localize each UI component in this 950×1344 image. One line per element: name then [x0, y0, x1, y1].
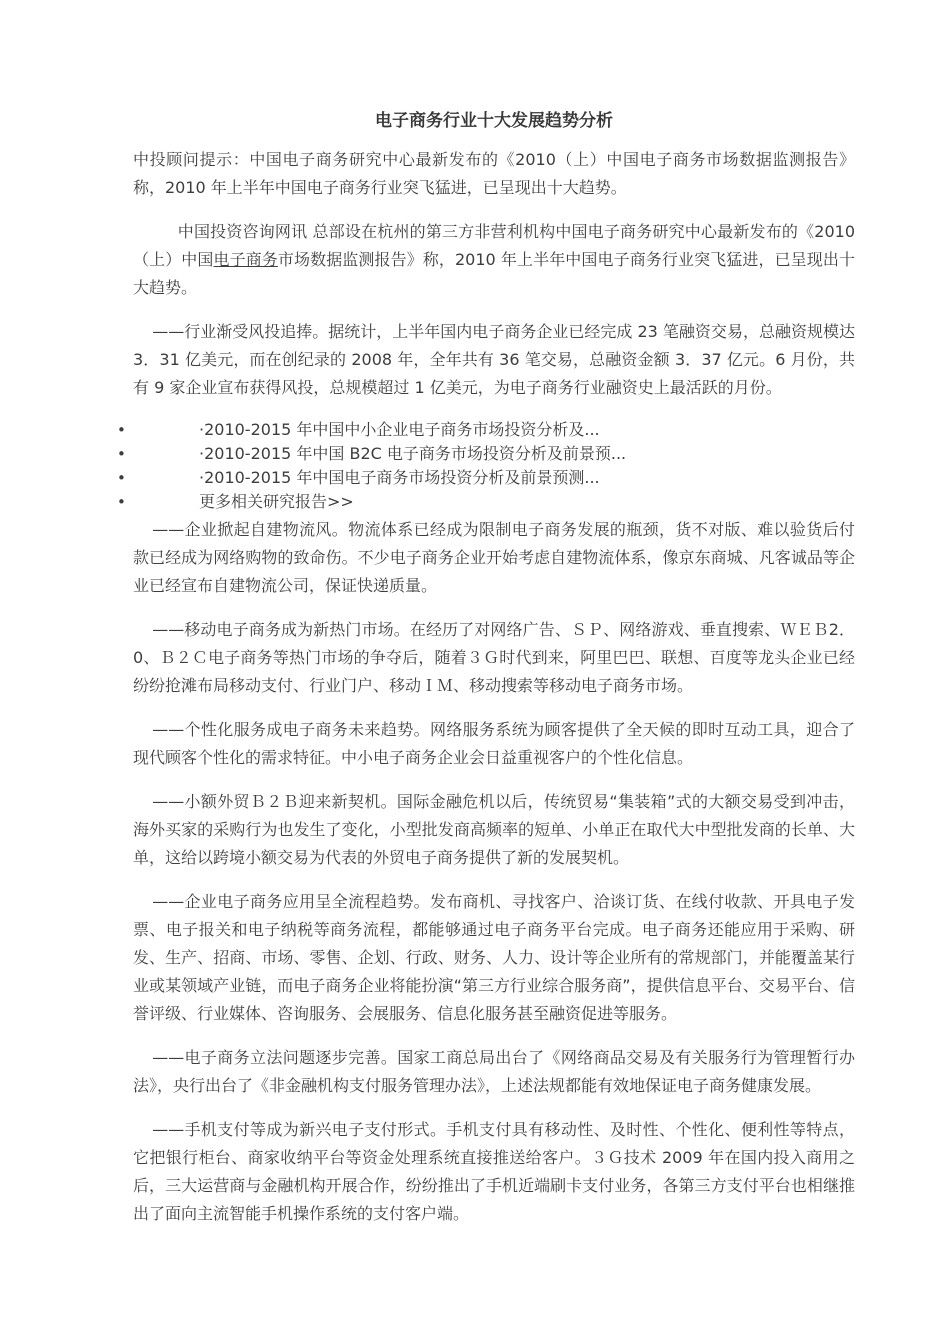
trend-paragraph-legislation: ——电子商务立法问题逐步完善。国家工商总局出台了《网络商品交易及有关服务行为管理暂行办法》，央行出台了《非金融机构支付服务管理办法》，上述法规都能有效地保证电子商务健康发展。 [133, 1048, 855, 1095]
more-reports-item[interactable] [133, 490, 855, 514]
ecommerce-inline-link[interactable]: 电子商务 [213, 250, 278, 269]
report-link-sme-ecommerce[interactable]: ·2010-2015 年中国中小企业电子商务市场投资分析及... [199, 420, 600, 439]
trend-paragraph-full-process-application: ——企业电子商务应用呈全流程趋势。发布商机、寻找客户、洽谈订货、在线付收款、开具电子发票、电子报关和电子纳税等商务流程，都能够通过电子商务平台完成。电子商务还能应用于采购、研发、生产、招商、市场、零售、企划、行政、财务、人力、设计等企业所有的常规部门，并能覆盖某行业或某领域产业链，而电子商务企业将能扮演“第三方行业综合服务商”，提供信息平台、交易平台、信誉评级、行业媒体、咨询服务、会展服务、信息化服务甚至融资促进等服务。 [133, 892, 855, 1023]
trend-paragraph-self-built-logistics: ——企业掀起自建物流风。物流体系已经成为限制电子商务发展的瓶颈，货不对版、难以验货后付款已经成为网络购物的致命伤。不少电子商务企业开始考虑自建物流体系，像京东商城、凡客诚品等企业已经宣布自建物流公司，保证快递质量。 [133, 520, 855, 595]
report-link-b2c-ecommerce[interactable]: ·2010-2015 年中国 B2C 电子商务市场投资分析及前景预... [199, 444, 627, 463]
more-reports-link[interactable]: 更多相关研究报告>> [199, 492, 354, 511]
lead-paragraph: 中投顾问提示：中国电子商务研究中心最新发布的《2010（上）中国电子商务市场数据监测报告》称，2010 年上半年中国电子商务行业突飞猛进，已呈现出十大趋势。 [133, 150, 855, 197]
source-paragraph [133, 218, 855, 302]
trend-paragraph-venture-capital: ——行业渐受风投追捧。据统计，上半年国内电子商务企业已经完成 23 笔融资交易，总融资规模达 3．31 亿美元，而在创纪录的 2008 年，全年共有 36 笔交易，总融资金额 3．37 亿元。6 月份，共有 9 家企业宣布获得风投，总规模超过 1 亿美元，为电子商务行业融资史上最活跃的月份。 [133, 322, 855, 397]
trend-paragraph-personalized-service: ——个性化服务成电子商务未来趋势。网络服务系统为顾客提供了全天候的即时互动工具，迎合了现代顾客个性化的需求特征。中小电子商务企业会日益重视客户的个性化信息。 [133, 720, 855, 767]
report-link-china-ecommerce[interactable]: ·2010-2015 年中国电子商务市场投资分析及前景预测... [199, 468, 600, 487]
document-title: 电子商务行业十大发展趋势分析 [375, 111, 613, 131]
related-report-item[interactable] [133, 466, 855, 490]
source-text-after-link: 市场数据监测报告》称，2010 年上半年中国电子商务行业突飞猛进，已呈现出十大趋势。 [133, 250, 855, 297]
related-report-item[interactable] [133, 442, 855, 466]
source-text-before-link: 中国投资咨询网讯 总部设在杭州的第三方非营利机构中国电子商务研究中心最新发布的《2010（上）中国 [133, 222, 855, 269]
related-reports-list [133, 418, 855, 514]
related-report-item[interactable] [133, 418, 855, 442]
trend-paragraph-mobile-ecommerce: ——移动电子商务成为新热门市场。在经历了对网络广告、ＳＰ、网络游戏、垂直搜索、ＷＥＢ2．0、Ｂ２Ｃ电子商务等热门市场的争夺后，随着３Ｇ时代到来，阿里巴巴、联想、百度等龙头企业已经纷纷抢滩布局移动支付、行业门户、移动ＩＭ、移动搜索等移动电子商务市场。 [133, 620, 855, 695]
trend-paragraph-mobile-payment: ——手机支付等成为新兴电子支付形式。手机支付具有移动性、及时性、个性化、便利性等特点，它把银行柜台、商家收纳平台等资金处理系统直接推送给客户。３Ｇ技术 2009 年在国内投入商用之后，三大运营商与金融机构开展合作，纷纷推出了手机近端刷卡支付业务，各第三方支付平台也相继推出了面向主流智能手机操作系统的支付客户端。 [133, 1120, 855, 1223]
trend-paragraph-small-foreign-trade-b2b: ——小额外贸Ｂ２Ｂ迎来新契机。国际金融危机以后，传统贸易“集装箱”式的大额交易受到冲击，海外买家的采购行为也发生了变化，小型批发商高频率的短单、小单正在取代大中型批发商的长单、大单，这给以跨境小额交易为代表的外贸电子商务提供了新的发展契机。 [133, 792, 855, 867]
